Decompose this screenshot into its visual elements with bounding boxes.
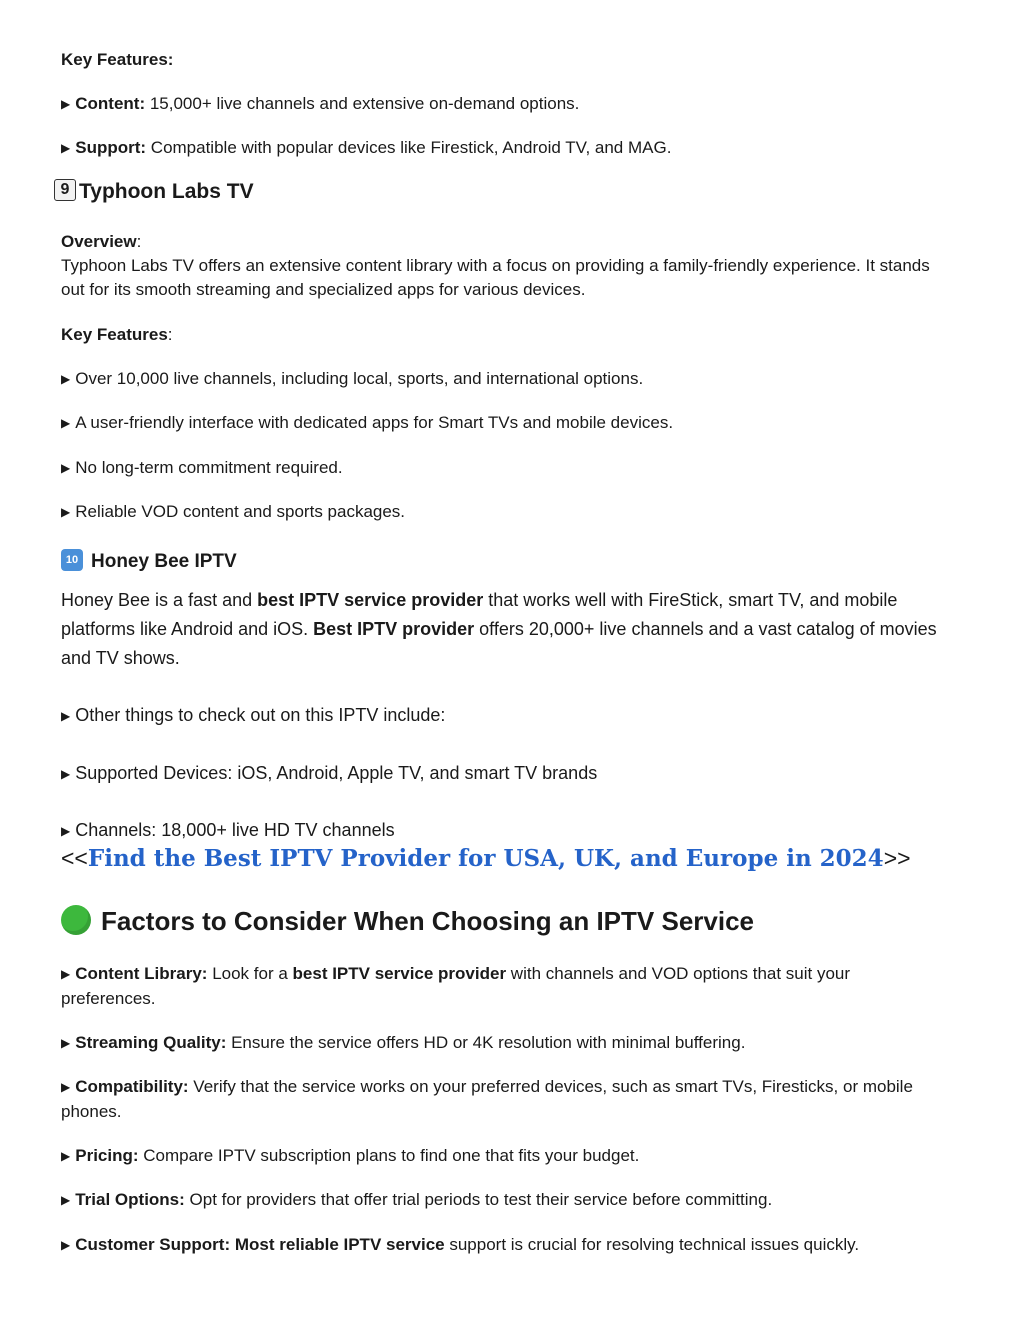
item-label: Customer Support: (75, 1235, 231, 1254)
cta-line (61, 845, 911, 872)
triangle-bullet-icon: ▶ (61, 1149, 71, 1163)
item-label: Trial Options: (75, 1190, 185, 1209)
triangle-bullet-icon: ▶ (61, 967, 71, 981)
section-title: Honey Bee IPTV (91, 551, 237, 573)
key-features-heading: Key Features: (61, 50, 174, 69)
item-text: Other things to check out on this IPTV include: (75, 705, 446, 725)
item-text: 15,000+ live channels and extensive on-demand options. (145, 94, 580, 113)
item-text: Compare IPTV subscription plans to find one that fits your budget. (138, 1146, 640, 1165)
item-text: Over 10,000 live channels, including local, sports, and international options. (75, 369, 644, 388)
item-bold: Most reliable IPTV service (234, 1235, 445, 1254)
colon: : (167, 325, 173, 344)
item-text: Verify that the service works on your preferred devices, such as smart TVs, Firesticks, or mobile phones. (61, 1077, 913, 1121)
item-text: support is crucial for resolving technical issues quickly. (444, 1235, 860, 1254)
triangle-bullet-icon: ▶ (61, 416, 71, 430)
triangle-bullet-icon: ▶ (61, 461, 71, 475)
item-text: Compatible with popular devices like Firestick, Android TV, and MAG. (146, 138, 672, 157)
list-item (61, 1233, 859, 1258)
list-item (61, 1031, 745, 1056)
honeybee-paragraph (61, 586, 961, 673)
key-features-line (61, 323, 173, 347)
triangle-bullet-icon: ▶ (61, 505, 71, 519)
list-item (61, 411, 673, 436)
section-title: Factors to Consider When Choosing an IPTV Service (101, 906, 754, 936)
triangle-bullet-icon: ▶ (61, 767, 71, 781)
triangle-bullet-icon: ▶ (61, 709, 71, 723)
item-text: Opt for providers that offer trial periods to test their service before committing. (184, 1190, 773, 1209)
section-title: Typhoon Labs TV (79, 180, 254, 203)
keycap-ten-icon: 10 (61, 549, 83, 571)
para-text: Honey Bee is a fast and (61, 590, 258, 610)
key-features-label: Key Features (61, 325, 168, 344)
item-text: Channels: 18,000+ live HD TV channels (75, 820, 395, 840)
para-text: offers 20,000+ live channels and a vast catalog of movies and TV shows. (61, 619, 937, 668)
overview-label-line (61, 230, 141, 254)
item-text: Reliable VOD content and sports packages. (75, 502, 406, 521)
list-item (61, 456, 343, 481)
para-text: that works well with FireStick, smart TV, and mobile platforms like Android and iOS. (61, 590, 898, 639)
item-text: No long-term commitment required. (75, 458, 343, 477)
list-item (61, 962, 941, 1011)
item-text: A user-friendly interface with dedicated apps for Smart TVs and mobile devices. (75, 413, 674, 432)
list-item (61, 136, 671, 161)
triangle-bullet-icon: ▶ (61, 1080, 71, 1094)
list-item (61, 1188, 772, 1213)
triangle-bullet-icon: ▶ (61, 1238, 71, 1252)
keycap-number-icon: 9 (54, 179, 76, 201)
triangle-bullet-icon: ▶ (61, 97, 71, 111)
triangle-bullet-icon: ▶ (61, 141, 71, 155)
item-label: Streaming Quality: (75, 1033, 227, 1052)
item-label: Compatibility: (75, 1077, 189, 1096)
cta-open: << (61, 845, 88, 871)
item-text: Supported Devices: iOS, Android, Apple TV, and smart TV brands (75, 763, 598, 783)
list-item (61, 367, 643, 392)
factors-heading (61, 906, 754, 938)
colon: : (136, 232, 142, 251)
item-label: Support: (75, 138, 147, 157)
list-item (61, 759, 597, 790)
best-iptv-provider-link[interactable]: Find the Best IPTV Provider for USA, UK, and Europe in 2024 (87, 845, 884, 872)
green-circle-icon (61, 905, 91, 935)
item-text: Look for a (207, 964, 293, 983)
para-bold: Best IPTV provider (313, 619, 475, 639)
section-heading-typhoon (54, 180, 254, 204)
section-heading-honeybee (61, 551, 237, 573)
triangle-bullet-icon: ▶ (61, 824, 71, 838)
item-bold: best IPTV service provider (292, 964, 507, 983)
list-item (61, 1075, 941, 1124)
item-label: Content Library: (75, 964, 208, 983)
list-item (61, 92, 579, 117)
list-item (61, 816, 395, 847)
item-label: Content: (75, 94, 146, 113)
cta-close: >> (883, 845, 911, 871)
item-label: Pricing: (75, 1146, 139, 1165)
item-text: with channels and VOD options that suit your preferences. (61, 964, 851, 1008)
triangle-bullet-icon: ▶ (61, 1193, 71, 1207)
list-item (61, 1144, 639, 1169)
overview-label: Overview (61, 232, 137, 251)
item-text: Ensure the service offers HD or 4K resolution with minimal buffering. (226, 1033, 746, 1052)
list-item (61, 701, 445, 732)
triangle-bullet-icon: ▶ (61, 372, 71, 386)
triangle-bullet-icon: ▶ (61, 1036, 71, 1050)
overview-text: Typhoon Labs TV offers an extensive content library with a focus on providing a family-friendly experience. It stands out for its smooth streaming and specialized apps for various devices. (61, 256, 930, 299)
list-item (61, 500, 405, 525)
para-bold: best IPTV service provider (257, 590, 484, 610)
